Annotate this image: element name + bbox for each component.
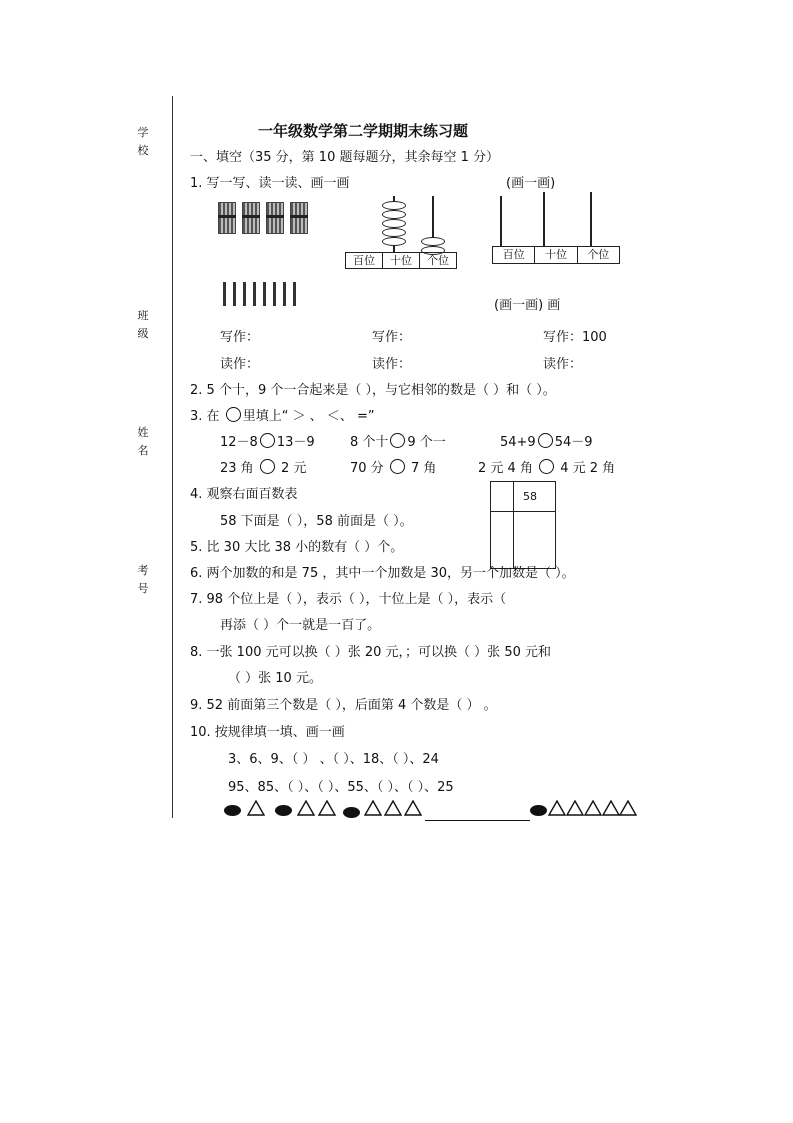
place-label-ones: 个位 — [587, 248, 610, 261]
triangle-shape — [619, 800, 637, 816]
question-3 — [190, 405, 375, 424]
single-stick — [263, 282, 266, 306]
draw-label: (画一画) — [506, 176, 556, 191]
margin-char: 校 — [137, 144, 149, 157]
abacus-bead — [382, 201, 406, 210]
section-heading: 一、填空（35 分，第 10 题每题分，其余每空 1 分） — [190, 150, 500, 165]
margin-name-label — [136, 424, 150, 460]
read-blank: 读作： — [372, 357, 412, 372]
single-stick — [233, 282, 236, 306]
grid-number: 58 — [523, 490, 537, 503]
margin-char: 考 — [137, 564, 149, 577]
compare-item — [478, 457, 615, 476]
triangle-shape — [566, 800, 584, 816]
grid-line — [491, 511, 555, 512]
compare-circle[interactable] — [226, 407, 241, 422]
question-text: 3. 在 — [190, 409, 220, 424]
margin-exam-number-label — [136, 562, 150, 598]
question-8-line-2: （ ）张 10 元。 — [228, 671, 322, 686]
question-8-line-1: 8. 一张 100 元可以换（ ）张 20 元，；可以换（ ）张 50 元和 — [190, 645, 551, 660]
margin-char: 班 — [137, 309, 149, 322]
question-6: 6. 两个加数的和是 75 ，其中一个加数是 30，另一个加数是（ ）。 — [190, 566, 575, 581]
hundred-chart-fragment — [490, 481, 556, 569]
compare-item — [350, 457, 436, 476]
compare-circle[interactable] — [390, 459, 405, 474]
place-label-hundreds: 百位 — [493, 247, 535, 263]
ten-stick-bundle — [218, 202, 236, 234]
triangle-shape — [548, 800, 566, 816]
abacus-place-labels — [345, 252, 457, 269]
margin-char: 姓 — [137, 426, 149, 439]
place-label-tens: 十位 — [383, 253, 420, 268]
question-text: 里填上“ ＞ 、 ＜、 =” — [242, 409, 375, 424]
compare-right: 54－9 — [554, 435, 593, 450]
place-label-tens: 十位 — [535, 247, 577, 263]
compare-right: 9 个一 — [407, 435, 446, 450]
abacus-rod — [590, 192, 592, 246]
single-stick — [273, 282, 276, 306]
question-2: 2. 5 个十，9 个一合起来是（ ），与它相邻的数是（ ）和（ ）。 — [190, 383, 556, 398]
triangle-shape — [584, 800, 602, 816]
abacus-bead — [382, 219, 406, 228]
sequence-1: 3、6、9、（ ） 、（ ）、18、（ ）、24 — [228, 752, 439, 767]
abacus-bead — [421, 237, 445, 246]
margin-school-label — [136, 124, 150, 160]
triangle-shape — [318, 800, 336, 816]
compare-right: 7 角 — [410, 461, 437, 476]
compare-circle[interactable] — [260, 433, 275, 448]
margin-char: 级 — [137, 327, 149, 340]
ten-stick-bundle — [242, 202, 260, 234]
margin-class-label — [136, 307, 150, 343]
read-blank: 读作： — [543, 357, 583, 372]
compare-right: 13－9 — [276, 435, 315, 450]
compare-left: 23 角 — [220, 461, 254, 476]
question-7-line-2: 再添（ ）个一就是一百了。 — [220, 618, 381, 633]
single-stick — [223, 282, 226, 306]
question-7-line-1: 7. 98 个位上是（ ），表示（ ），十位上是（ ），表示（ — [190, 592, 507, 607]
compare-circle[interactable] — [390, 433, 405, 448]
margin-char: 号 — [137, 582, 149, 595]
abacus-bead — [382, 228, 406, 237]
compare-item — [350, 431, 446, 450]
triangle-shape — [247, 800, 265, 816]
ten-stick-bundle — [290, 202, 308, 234]
compare-circle[interactable] — [538, 433, 553, 448]
compare-right: 4 元 2 角 — [560, 461, 616, 476]
compare-right: 2 元 — [280, 461, 307, 476]
compare-left: 8 个十 — [350, 435, 389, 450]
compare-circle[interactable] — [260, 459, 275, 474]
margin-binding-line — [172, 96, 173, 818]
read-blank: 读作： — [220, 357, 260, 372]
single-stick — [283, 282, 286, 306]
compare-left: 2 元 4 角 — [478, 461, 533, 476]
compare-left: 54+9 — [500, 435, 536, 450]
place-label-ones: 个位 — [427, 254, 449, 267]
single-stick — [243, 282, 246, 306]
abacus-rod — [543, 192, 545, 246]
compare-circle[interactable] — [539, 459, 554, 474]
write-blank: 写作： — [220, 330, 260, 345]
abacus-rod — [500, 196, 502, 246]
abacus-bead — [382, 237, 406, 246]
question-9: 9. 52 前面第三个数是（ ），后面第 4 个数是（ ） 。 — [190, 698, 497, 713]
question-5: 5. 比 30 大比 38 小的数有（ ）个。 — [190, 540, 404, 555]
abacus-place-labels — [492, 246, 620, 264]
question-1: 1. 写一写、读一读、画一画 — [190, 176, 350, 191]
grid-line — [513, 482, 514, 568]
triangle-shape — [364, 800, 382, 816]
filled-oval-shape — [343, 807, 360, 818]
compare-left: 12－8 — [220, 435, 258, 450]
draw-label: (画一画) 画 — [494, 298, 561, 313]
sequence-2: 95、85、（ ）、（ ）、55、（ ）、（ ）、25 — [228, 780, 454, 795]
abacus-bead — [382, 210, 406, 219]
ten-stick-bundle — [266, 202, 284, 234]
question-4-blanks: 58 下面是（ ），58 前面是（ ）。 — [220, 514, 413, 529]
triangle-shape — [297, 800, 315, 816]
question-10: 10. 按规律填一填、画一画 — [190, 725, 345, 740]
place-label-hundreds: 百位 — [346, 253, 383, 268]
write-blank: 写作：100 — [543, 330, 607, 345]
single-stick — [253, 282, 256, 306]
triangle-shape — [384, 800, 402, 816]
single-stick — [293, 282, 296, 306]
compare-item — [220, 431, 315, 450]
margin-char: 学 — [137, 126, 149, 139]
triangle-shape — [602, 800, 620, 816]
compare-item — [220, 457, 306, 476]
filled-oval-shape — [275, 805, 292, 816]
page-title: 一年级数学第二学期期末练习题 — [258, 122, 469, 140]
answer-blank-line[interactable] — [425, 820, 530, 821]
compare-item — [500, 431, 593, 450]
compare-left: 70 分 — [350, 461, 384, 476]
filled-oval-shape — [224, 805, 241, 816]
filled-oval-shape — [530, 805, 547, 816]
margin-char: 名 — [137, 444, 149, 457]
question-4: 4. 观察右面百数表 — [190, 487, 298, 502]
write-blank: 写作： — [372, 330, 412, 345]
triangle-shape — [404, 800, 422, 816]
